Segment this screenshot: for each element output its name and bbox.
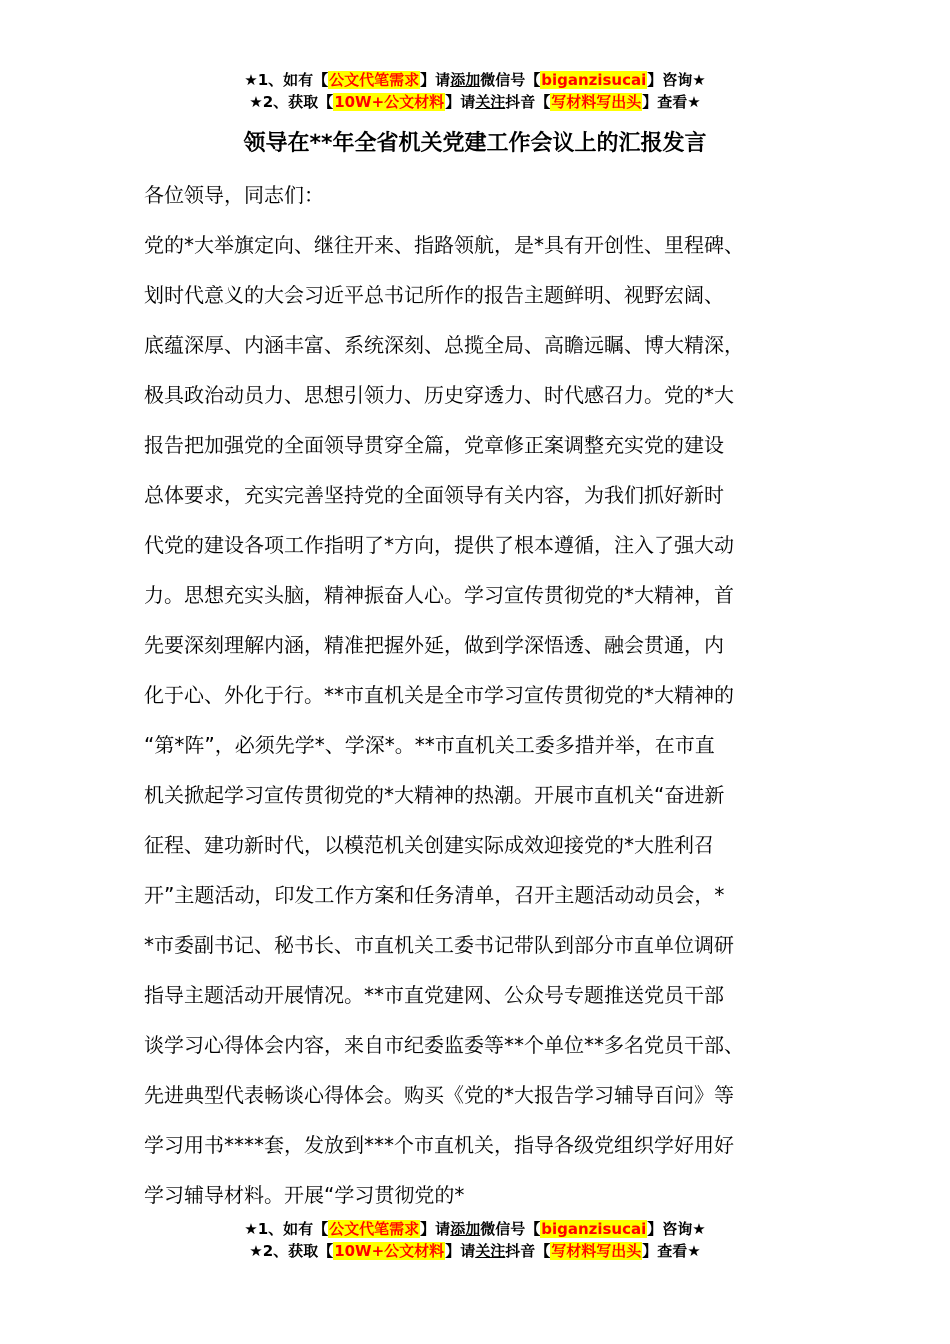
body-line: 谈学习心得体会内容，来自市纪委监委等**个单位**多名党员干部、 [144,1033,744,1057]
body-line: 学习辅导材料。开展“学习贯彻党的* [144,1183,465,1207]
banner-text: 】咨询★ [647,71,706,89]
banner-line-1 [0,1218,950,1240]
banner-text: 】请 [420,71,451,89]
highlight-ghostwriting: 公文代笔需求 [329,1220,420,1238]
banner-line-2 [0,91,950,113]
banner-text: ★2、获取【 [249,1242,334,1260]
top-banner [0,69,950,113]
banner-text: 】查看★ [642,1242,701,1260]
body-line: 学习用书****套，发放到***个市直机关，指导各级党组织学好用好 [144,1133,734,1157]
body-line: 划时代意义的大会习近平总书记所作的报告主题鲜明、视野宏阔、 [144,283,724,307]
bottom-banner [0,1218,950,1262]
body-line: 开”主题活动，印发工作方案和任务清单，召开主题活动动员会，* [144,883,725,907]
underlined-text: 关注 [475,93,506,111]
banner-text: 】查看★ [642,93,701,111]
underlined-text: 关注 [475,1242,506,1260]
underlined-text: 添加 [450,71,481,89]
banner-text: 抖音【 [505,1242,551,1260]
body-text [144,229,834,1229]
body-line: 报告把加强党的全面领导贯穿全篇，党章修正案调整充实党的建设 [144,433,724,457]
body-line: 力。思想充实头脑，精神振奋人心。学习宣传贯彻党的*大精神，首 [144,583,734,607]
banner-text: 】请 [445,93,476,111]
highlight-wechat-id: biganzisucai [541,1220,647,1238]
highlight-materials: 10W+公文材料 [334,93,445,111]
banner-line-1 [0,69,950,91]
body-line: 先要深刻理解内涵，精准把握外延，做到学深悟透、融会贯通，内 [144,633,724,657]
body-line: 极具政治动员力、思想引领力、历史穿透力、时代感召力。党的*大 [144,383,734,407]
banner-text: ★2、获取【 [249,93,334,111]
body-line: 指导主题活动开展情况。**市直党建网、公众号专题推送党员干部 [144,983,724,1007]
banner-text: 抖音【 [505,93,551,111]
banner-text: 】咨询★ [647,1220,706,1238]
body-line: 征程、建功新时代，以模范机关创建实际成效迎接党的*大胜利召 [144,833,714,857]
document-title: 领导在**年全省机关党建工作会议上的汇报发言 [243,131,707,156]
body-line: 化于心、外化于行。**市直机关是全市学习宣传贯彻党的*大精神的 [144,683,734,707]
body-line: “第*阵”，必须先学*、学深*。**市直机关工委多措并举，在市直 [144,733,715,757]
body-line: 党的*大举旗定向、继往开来、指路领航，是*具有开创性、里程碑、 [144,233,744,257]
banner-text: 微信号【 [480,71,541,89]
banner-text: ★1、如有【 [244,1220,329,1238]
salutation: 各位领导，同志们： [144,183,324,207]
highlight-wechat-id: biganzisucai [541,71,647,89]
body-line: *市委副书记、秘书长、市直机关工委书记带队到部分市直单位调研 [144,933,734,957]
banner-text: 微信号【 [480,1220,541,1238]
body-line: 代党的建设各项工作指明了*方向，提供了根本遵循，注入了强大动 [144,533,734,557]
highlight-douyin-account: 写材料写出头 [551,93,642,111]
banner-text: 】请 [445,1242,476,1260]
highlight-douyin-account: 写材料写出头 [551,1242,642,1260]
body-line: 总体要求，充实完善坚持党的全面领导有关内容，为我们抓好新时 [144,483,724,507]
banner-text: 】请 [420,1220,451,1238]
underlined-text: 添加 [450,1220,481,1238]
body-line: 底蕴深厚、内涵丰富、系统深刻、总揽全局、高瞻远瞩、博大精深， [144,333,744,357]
highlight-materials: 10W+公文材料 [334,1242,445,1260]
highlight-ghostwriting: 公文代笔需求 [329,71,420,89]
banner-text: ★1、如有【 [244,71,329,89]
banner-line-2 [0,1240,950,1262]
body-line: 先进典型代表畅谈心得体会。购买《党的*大报告学习辅导百问》等 [144,1083,734,1107]
body-line: 机关掀起学习宣传贯彻党的*大精神的热潮。开展市直机关“奋进新 [144,783,725,807]
